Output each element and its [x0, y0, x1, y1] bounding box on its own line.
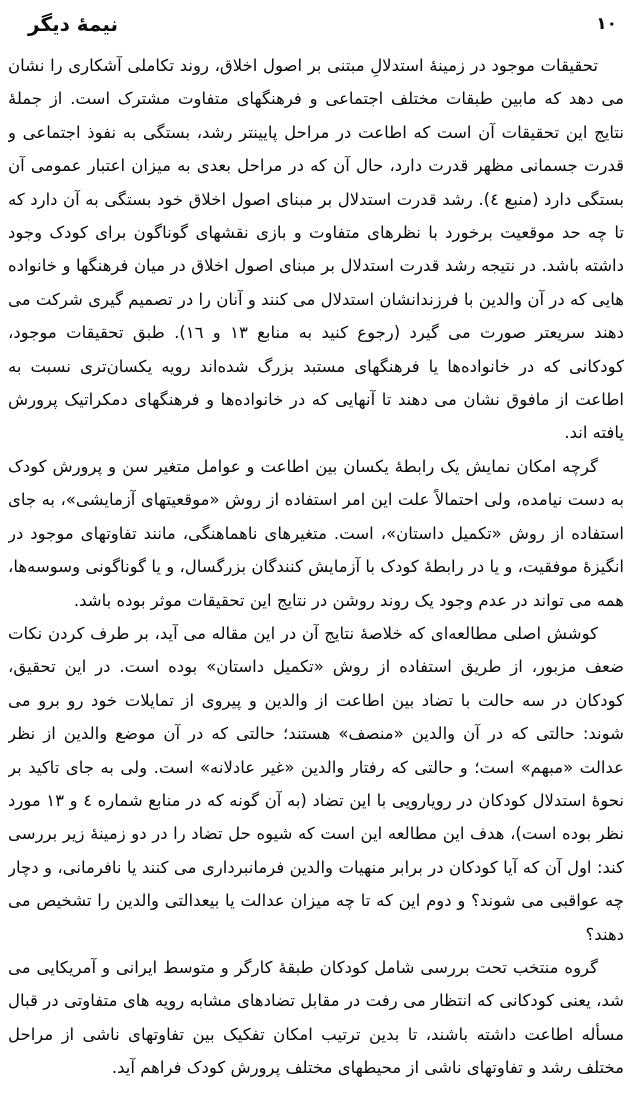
paragraph-3: کوشش اصلی مطالعه‌ای که خلاصهٔ نتایج آن در این مقاله می آید، بر طرف کردن نکات ضعف مزبور، از طریق استفاده از روش «تکمیل داستان» بوده است. در این تحقیق، کودکان در سه حالت با تضاد بین اطاعت از والدین و پیروی از تمایلات خود رو برو می شوند: حالتی که در آن والدین «منصف» هستند؛ حالتی که در آن موضع والدین از نظر عدالت «مبهم» است؛ و حالتی که رفتار والدین «غیر عادلانه» است. ولی به جای تاکید بر نحوهٔ استدلال کودکان در رویارویی با این تضاد (به آن گونه که در منابع شماره ٤ و ۱۳ مورد نظر بوده است)، هدف این مطالعه این است که شیوه حل تضاد را در دو زمینهٔ زیر بررسی کند: اول آن که آیا کودکان در برابر منهیات والدین فرمانبرداری می کنند یا نافرمانی، و دچار چه عواقبی می شوند؟ و دوم این که تا چه میزان عدالت یا بیعدالتی والدین را تشخیص می دهند؟ — [8, 623, 624, 944]
paragraph-1: تحقیقات موجود در زمینهٔ استدلالِ مبتنی بر اصول اخلاق، روند تکاملی آشکاری را نشان می دهد که مابین طبقات مختلف اجتماعی و فرهنگهای متفاوت مشترک است. از جملهٔ نتایج این تحقیقات آن است که اطاعت در مراحل پایینتر رشد، بستگی به نفوذ اجتماعی و قدرت جسمانی مظهر قدرت دارد، حال آن که در مراحل بعدی به میزان اعتبار عمومی آن بستگی دارد (منبع ٤). رشد قدرت استدلال بر مبنای اصول اخلاق خود بستگی به آن دارد که تا چه حد موقعیت برخورد با نظرهای متفاوت و بازی نقشهای گوناگون برای کودک وجود داشته باشد. در نتیجه رشد قدرت استدلال بر مبنای اصول اخلاق در میان فرهنگها و خانواده هایی که در آن والدین با فرزندانشان استدلال می کنند و آنان را در تصمیم گیری شرکت می دهند سریعتر صورت می گیرد (رجوع کنید به منابع ۱۳ و ۱٦). طبق تحقیقات موجود، کودکانی که در خانواده‌ها یا فرهنگهای مستبد بزرگ شده‌اند رویه یکسان‌تری نسبت به اطاعت از مافوق نشان می دهند تا آنهایی که در خانواده‌ها و فرهنگهای دمکراتیک پرورش یافته اند. — [8, 56, 624, 443]
article-body — [8, 49, 624, 1116]
paragraph-4: گروه منتخب تحت بررسی شامل کودکان طبقهٔ کارگر و متوسط ایرانی و آمریکایی می شد، یعنی کودکانی که انتظار می رفت در مقابل تضادهای مشابه رویه های متفاوتی در قبال مسأله اطاعت داشته باشند، تا بدین ترتیب امکان تفکیک بین تفاوتهای ناشی از مراحل مختلف رشد و تفاوتهای ناشی از محیطهای مختلف پرورش کودک فراهم آید. — [8, 957, 624, 1078]
paragraph-2: گرچه امکان نمایش یک رابطهٔ یکسان بین اطاعت و عوامل متغیر سن و پرورش کودک به دست نیامده، ولی احتمالاً علت این امر استفاده از روش «موقعیتهای آزمایشی»، به جای استفاده از روش «تکمیل داستان»، است. متغیرهای ناهماهنگی، مانند تفاوتهای موجود در انگیزهٔ موفقیت، و یا در رابطهٔ کودک با آزمایش کنندگان بزرگسال، و یا گوناگونی وسوسه‌ها، همه می تواند در عدم وجود یک روند روشن در نتایج این تحقیقات موثر بوده باشد. — [8, 456, 624, 610]
page-number: ۱۰ — [596, 14, 617, 34]
page-header — [0, 12, 633, 46]
journal-title: نیمهٔ دیگر — [28, 12, 119, 36]
